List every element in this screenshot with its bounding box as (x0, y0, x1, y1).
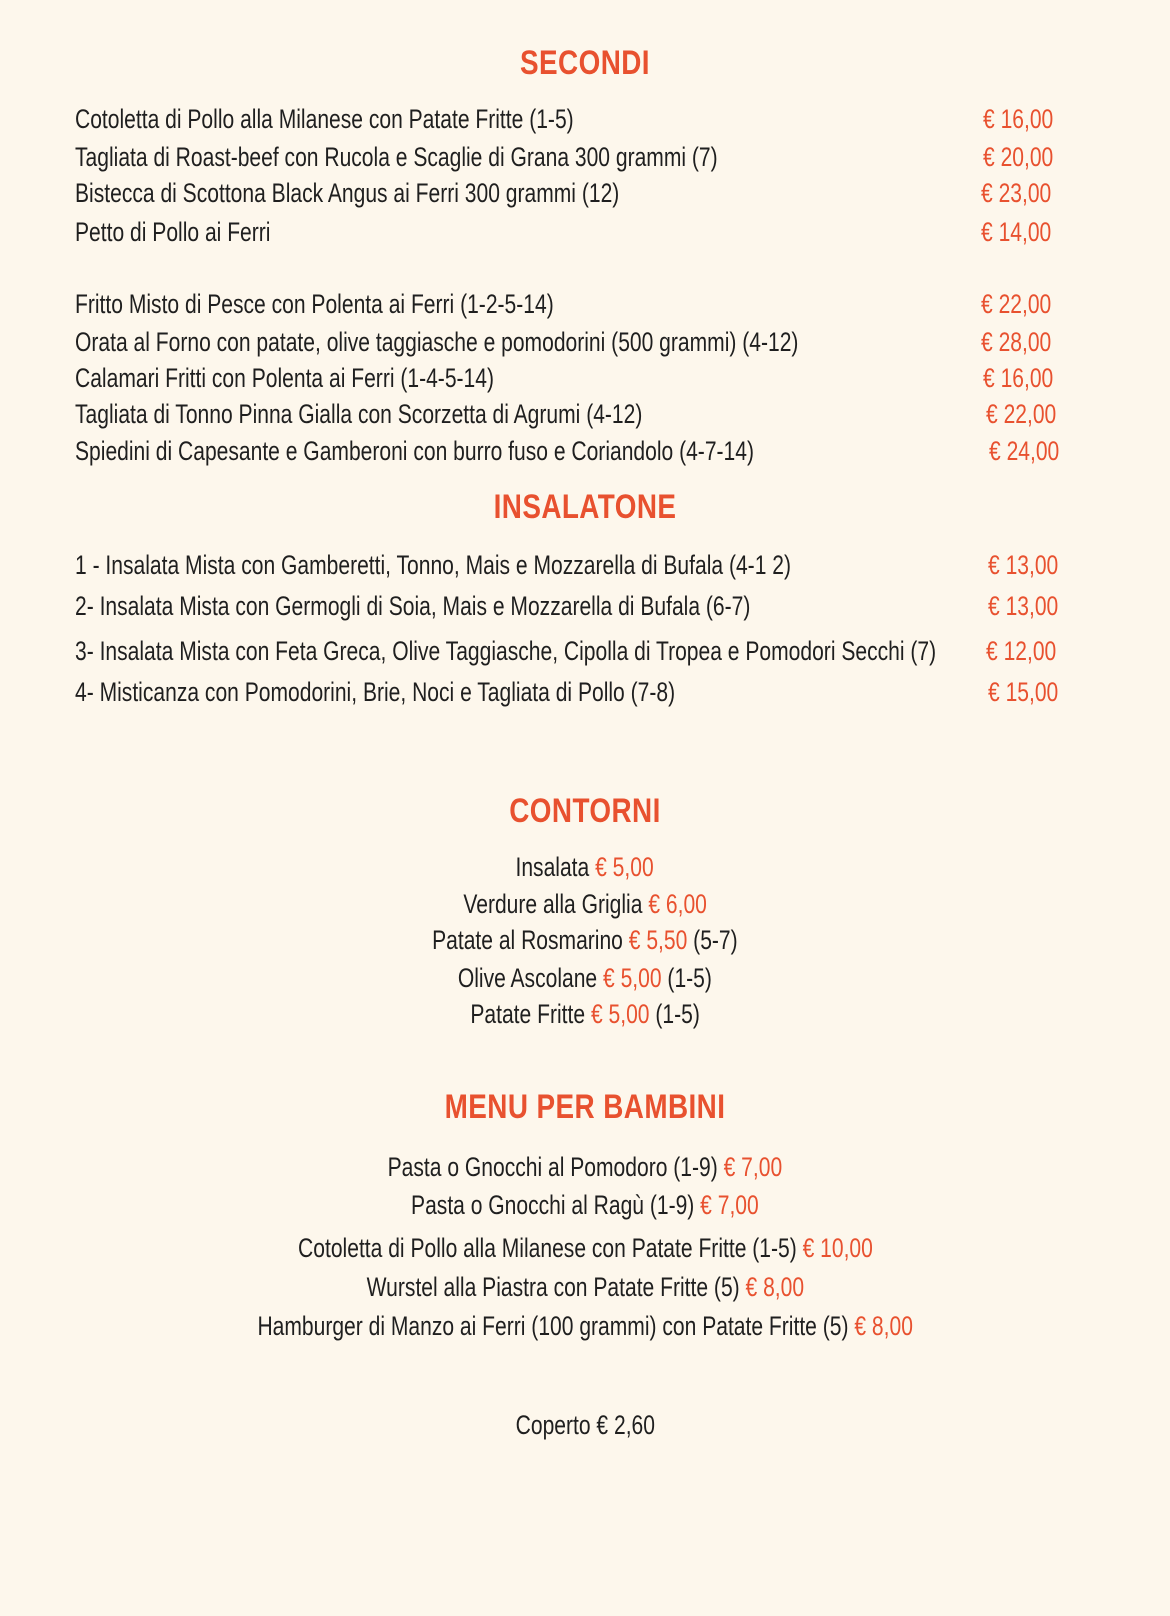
item-price: € 20,00 (983, 142, 1054, 172)
item-price: € 14,00 (981, 217, 1052, 247)
list-item (0, 213, 1170, 251)
item-price: € 13,00 (988, 591, 1059, 621)
item-note: (5-7) (693, 925, 738, 955)
list-item (0, 885, 1170, 923)
item-name: Verdure alla Griglia (463, 889, 643, 919)
item-name: 1 - Insalata Mista con Gamberetti, Tonno, Mais e Mozzarella di Bufala (4-1 2) (75, 550, 791, 580)
item-name: Tagliata di Roast-beef con Rucola e Scaglie di Grana 300 grammi (7) (75, 142, 718, 172)
item-name: Orata al Forno con patate, olive taggiasche e pomodorini (500 grammi) (4-12) (75, 327, 799, 357)
item-name: Cotoletta di Pollo alla Milanese con Patate Fritte (1-5) (75, 104, 574, 134)
item-price: € 22,00 (981, 289, 1052, 319)
item-price: € 5,00 (603, 963, 662, 993)
item-name: Spiedini di Capesante e Gamberoni con burro fuso e Coriandolo (4-7-14) (75, 436, 754, 466)
list-item (0, 1148, 1170, 1186)
list-item (0, 632, 1170, 670)
item-name: Bistecca di Scottona Black Angus ai Ferri 300 grammi (12) (75, 178, 620, 208)
item-name: Cotoletta di Pollo alla Milanese con Patate Fritte (1-5) (297, 1233, 797, 1263)
item-price: € 10,00 (802, 1233, 873, 1263)
list-item (0, 546, 1170, 584)
item-price: € 5,00 (595, 852, 655, 882)
item-name: Patate Fritte (470, 999, 585, 1029)
item-price: € 6,00 (648, 889, 707, 919)
item-name: Insalata (515, 852, 590, 882)
item-name: Pasta o Gnocchi al Ragù (1-9) (411, 1190, 695, 1220)
item-price: € 7,00 (723, 1152, 783, 1182)
item-name: 4- Misticanza con Pomodorini, Brie, Noci e Tagliata di Pollo (7-8) (75, 677, 676, 707)
item-name: Fritto Misto di Pesce con Polenta ai Ferri (1-2-5-14) (75, 289, 554, 319)
section-title-secondi: SECONDI (520, 44, 650, 82)
coperto-note (0, 1406, 1170, 1444)
item-price: € 8,00 (745, 1272, 804, 1302)
item-note: (1-5) (667, 963, 713, 993)
item-price: € 7,00 (700, 1190, 759, 1220)
list-item (0, 1229, 1170, 1267)
list-item (0, 848, 1170, 886)
section-title-insalatone: INSALATONE (493, 488, 677, 526)
item-price: € 8,00 (854, 1311, 913, 1341)
item-name: Wurstel alla Piastra con Patate Fritte (5) (366, 1272, 740, 1302)
item-price: € 23,00 (981, 178, 1052, 208)
item-price: € 16,00 (983, 363, 1054, 393)
item-price: € 5,00 (590, 999, 650, 1029)
item-price: € 5,50 (628, 925, 688, 955)
item-name: 2- Insalata Mista con Germogli di Soia, Mais e Mozzarella di Bufala (6-7) (75, 591, 751, 621)
section-title-contorni: CONTORNI (509, 792, 661, 830)
item-price: € 28,00 (981, 327, 1052, 357)
list-item (0, 323, 1170, 361)
list-item (0, 995, 1170, 1033)
item-name: 3- Insalata Mista con Feta Greca, Olive Taggiasche, Cipolla di Tropea e Pomodori Secchi (7) (75, 636, 937, 666)
item-note: (1-5) (655, 999, 700, 1029)
item-name: Petto di Pollo ai Ferri (75, 217, 271, 247)
list-item (0, 285, 1170, 323)
list-item (0, 673, 1170, 711)
item-name: Patate al Rosmarino (432, 925, 624, 955)
list-item (0, 174, 1170, 212)
list-item (0, 921, 1170, 959)
item-name: Tagliata di Tonno Pinna Gialla con Scorzetta di Agrumi (4-12) (75, 399, 643, 429)
list-item (0, 587, 1170, 625)
item-price: € 22,00 (986, 399, 1057, 429)
list-item (0, 1268, 1170, 1306)
list-item (0, 359, 1170, 397)
item-price: € 24,00 (989, 436, 1060, 466)
section-title-bambini: MENU PER BAMBINI (444, 1088, 726, 1126)
item-name: Hamburger di Manzo ai Ferri (100 grammi) con Patate Fritte (5) (257, 1311, 849, 1341)
list-item (0, 100, 1170, 138)
item-name: Olive Ascolane (457, 963, 598, 993)
list-item (0, 432, 1170, 470)
item-price: € 12,00 (986, 636, 1057, 666)
coperto-text: Coperto € 2,60 (515, 1410, 655, 1440)
list-item (0, 1186, 1170, 1224)
list-item (0, 959, 1170, 997)
item-name: Calamari Fritti con Polenta ai Ferri (1-4-5-14) (75, 363, 494, 393)
item-price: € 16,00 (983, 104, 1054, 134)
list-item (0, 138, 1170, 176)
list-item (0, 1307, 1170, 1345)
item-name: Pasta o Gnocchi al Pomodoro (1-9) (387, 1152, 718, 1182)
list-item (0, 395, 1170, 433)
item-price: € 13,00 (988, 550, 1059, 580)
item-price: € 15,00 (988, 677, 1059, 707)
